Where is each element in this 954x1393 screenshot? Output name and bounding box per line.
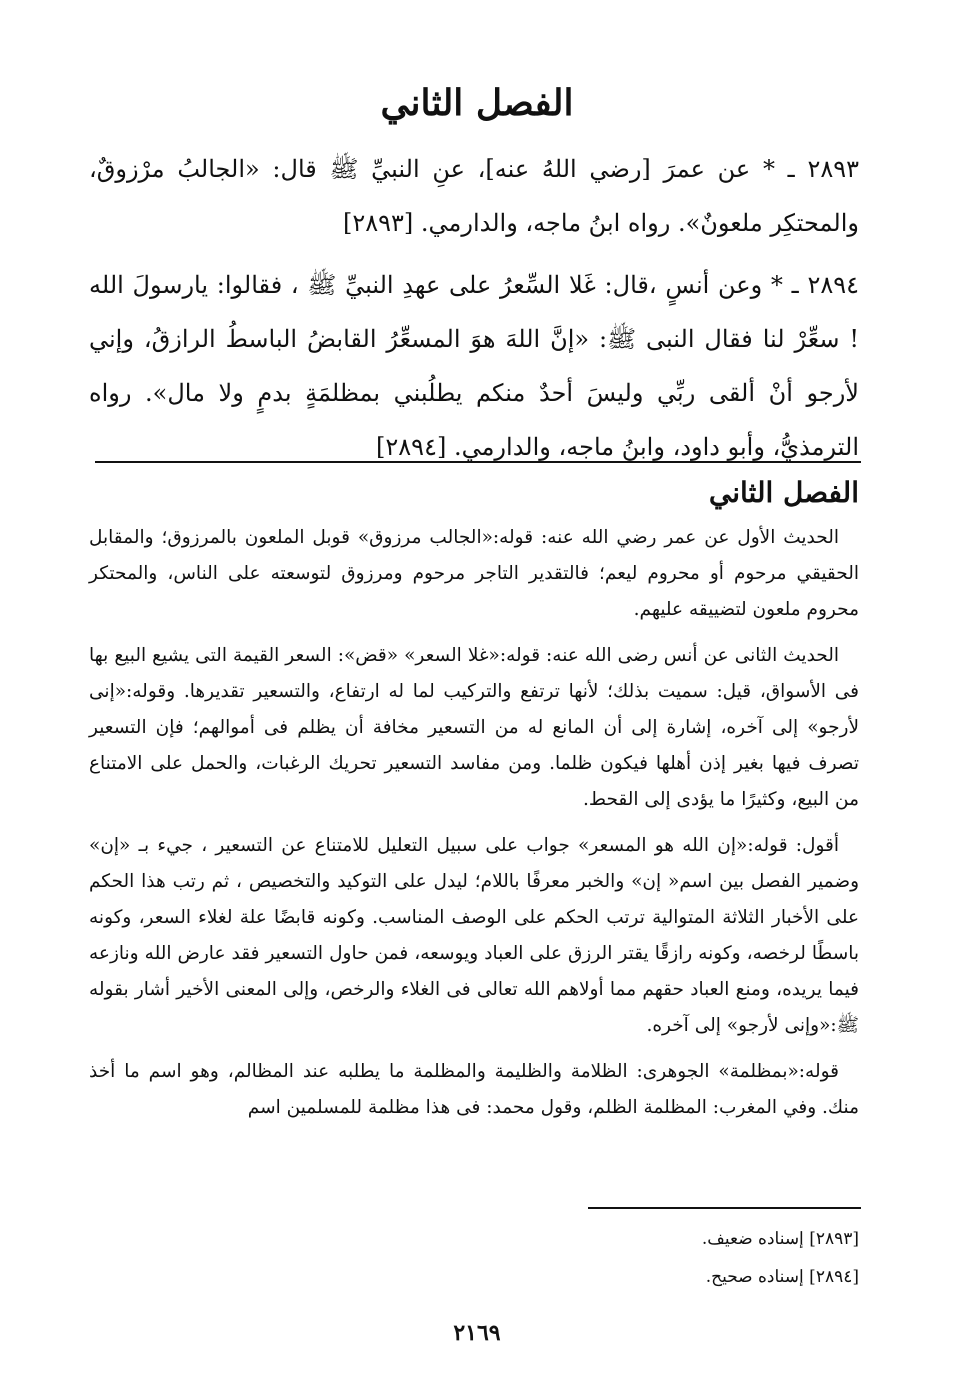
commentary-block [89,520,859,1136]
hadith-2893: ٢٨٩٣ ـ * عن عمرَ [رضي اللهُ عنه]، عنِ النبيِّ ﷺ قال: «الجالبُ مرْزوقٌ، والمحتكِر ملعونٌ». رواه ابنُ ماجه، والدارمي. [٢٨٩٣] [89,155,859,237]
commentary-title: الفصل الثاني [708,476,859,509]
footnote-divider [588,1207,861,1209]
footnote-2893: [٢٨٩٣] إسناده ضعيف. [701,1229,859,1249]
commentary-paragraph-1: الحديث الأول عن عمر رضي الله عنه: قوله:«الجالب مرزوق» قوبل الملعون بالمرزوق؛ والمقابل الحقيقي مرحوم أو محروم ليعم؛ فالتقدير التاجر مرحوم ومرزوق لتوسعته على الناس، والمحتكر محروم ملعون لتضييقه عليهم. [89,527,859,620]
commentary-paragraph-3: أقول: قوله:«إن الله هو المسعر» جواب على سبيل التعليل للامتناع عن التسعير ، جيء بـ «إن» وضمير الفصل بين اسم« إن» والخبر معرفًا باللام؛ ليدل على التوكيد والتخصيص ، ثم رتب هذا الحكم على الأخبار الثلاثة المتوالية ترتب الحكم على الوصف المناسب. وكونه قابضًا علة لغلاء السعر، وكونه باسطًا لرخصه، وكونه رازقًا يقتر الرزق على العباد ويوسعه، فمن حاول التسعير فقد عارض الله ونازعه فيما يريده، ومنع العباد حقهم مما أولاهم الله تعالى فى الغلاء والرخص، وإلى المعنى الأخير أشار بقوله ﷺ:«وإنى لأرجو» إلى آخره. [89,835,859,1036]
hadith-text-block [89,142,859,482]
hadith-2894: ٢٨٩٤ ـ * وعن أنسٍ ،قال: غَلا السِّعرُ على عهدِ النبيِّ ﷺ ، فقالوا: يارسولَ الله ! سعِّرْ لنا فقال النبى ﷺ: «إنَّ اللهَ هوَ المسعِّرُ القابضُ الباسطُ الرازقُ، وإني لأرجو أنْ ألقى ربِّي وليسَ أحدٌ منكم يطلُبني بمظلمَةٍ بدمٍ ولا مال». رواه الترمذيُّ، وأبو داود، وابنُ ماجه، والدارمي. [٢٨٩٤] [89,271,859,461]
page-number: ٢١٦٩ [453,1320,501,1346]
section-divider [95,461,861,463]
commentary-paragraph-4: قوله:«بمظلمة» الجوهرى: الظلامة والظليمة والمظلمة ما يطلبه عند المظالم، وهو اسم ما أخذ منك. وفي المغرب: المظلمة الظلم، وقول محمد: فى هذا مظلمة للمسلمين اسم [89,1061,859,1118]
footnote-2894: [٢٨٩٤] إسناده صحيح. [705,1267,859,1287]
commentary-paragraph-2: الحديث الثانى عن أنس رضى الله عنه: قوله:«غلا السعر» «قض»: السعر القيمة التى يشيع البيع بها فى الأسواق، قيل: سميت بذلك؛ لأنها ترتفع والتركيب لما له ارتفاع، والتسعير تقديرها. وقوله:«إنى لأرجو» إلى آخره، إشارة إلى أن المانع له من التسعير مخافة أن يظلم فى أموالهم؛ فإن التسعير تصرف فيها بغير إذن أهلها فيكون ظلما. ومن مفاسد التسعير تحريك الرغبات، والحمل على الامتناع من البيع، وكثيرًا ما يؤدى إلى القحط. [89,645,859,810]
chapter-title: الفصل الثاني [380,82,574,124]
footnotes [559,1220,859,1296]
